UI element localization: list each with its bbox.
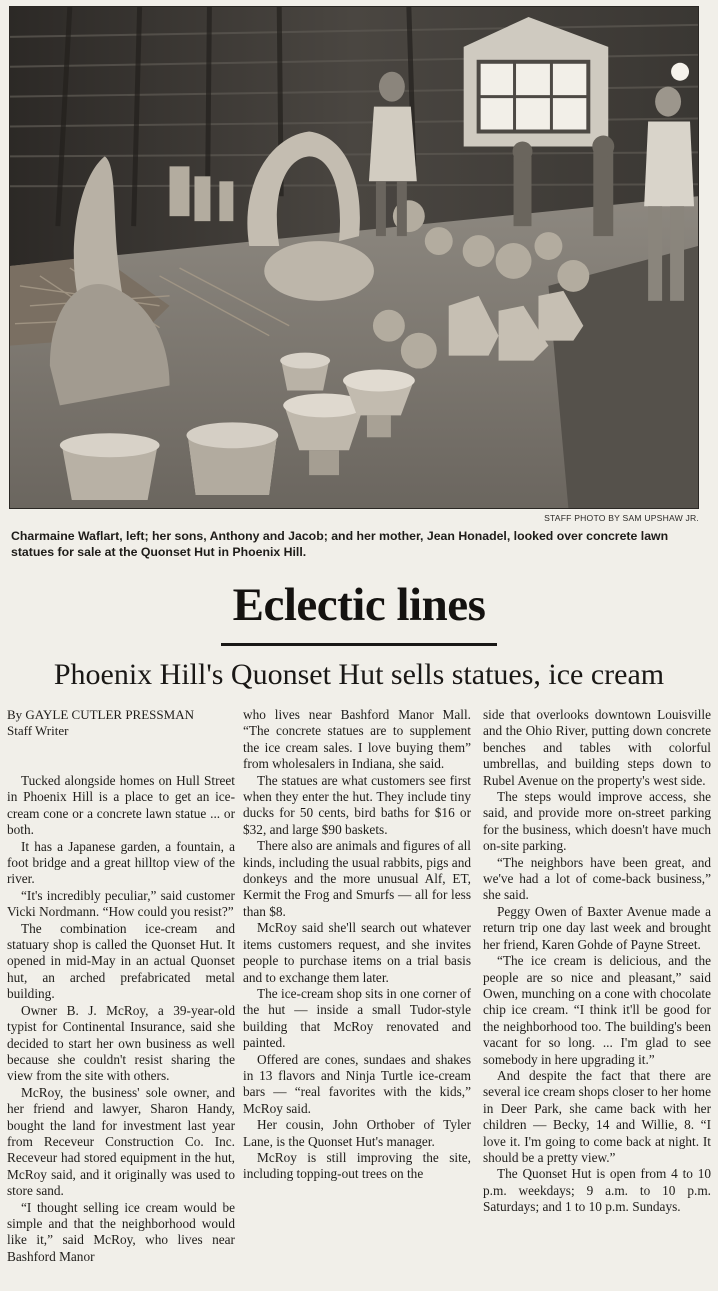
article-column-2	[243, 707, 471, 1291]
paragraph: Her cousin, John Orthober of Tyler Lane, is the Quonset Hut's manager.	[243, 1117, 471, 1149]
paragraph: McRoy said she'll search out whatever items customers request, and she invites people to purchase items on a trial basis and to exchange them later.	[243, 920, 471, 985]
article-column-3	[483, 707, 711, 1291]
paragraph: The steps would improve access, she said, and provide more on-street parking for the business, which doesn't have much on-site parking.	[483, 789, 711, 854]
statue-shop-photo	[10, 7, 698, 508]
news-photo	[9, 6, 699, 509]
headline: Eclectic lines	[232, 579, 486, 631]
photo-credit: STAFF PHOTO BY SAM UPSHAW JR.	[544, 513, 699, 523]
paragraph: “I thought selling ice cream would be simple and that the neighborhood would like it,” said McRoy, who lives near Bashford Manor	[7, 1199, 235, 1264]
subheadline: Phoenix Hill's Quonset Hut sells statues, ice cream	[53, 658, 665, 691]
paragraph: McRoy, the business' sole owner, and her friend and lawyer, Sharon Handy, bought the land for investment last year from Receveur Construction Co. Inc. Receveur had stored equipment in the hut, McRoy said, and it originally was used to store sand.	[7, 1084, 235, 1199]
paragraph: There also are animals and figures of all kinds, including the usual rabbits, pigs and donkeys and the more unusual Alf, ET, Kermit the Frog and Smurfs — all for less than $8.	[243, 838, 471, 919]
paragraph: Peggy Owen of Baxter Avenue made a return trip one day last week and brought her friend, Karen Gohde of Payne Street.	[483, 903, 711, 952]
paragraph: The ice-cream shop sits in one corner of the hut — inside a small Tudor-style building that McRoy renovated and painted.	[243, 985, 471, 1051]
paragraph: Owner B. J. McRoy, a 39-year-old typist for Continental Insurance, said she decided to start her own business as well because she couldn't resist sharing the view from the site with others.	[7, 1002, 235, 1084]
paragraph: who lives near Bashford Manor Mall. “The concrete statues are to supplement the ice cream sales. I love buying them” from wholesalers in Indiana, she said.	[243, 707, 471, 772]
paragraph: And despite the fact that there are several ice cream shops closer to her home in Deer Park, she came back with her children — Becky, 14 and Willie, 8. “I love it. I'm going to come back at night. It should be a pretty view.”	[483, 1067, 711, 1165]
byline-role: Staff Writer	[7, 723, 69, 738]
photo-caption: Charmaine Waflart, left; her sons, Anthony and Jacob; and her mother, Jean Honadel, looked over concrete lawn statues for sale at the Quonset Hut in Phoenix Hill.	[11, 529, 669, 559]
paragraph: It has a Japanese garden, a fountain, a foot bridge and a great hilltop view of the river.	[7, 838, 235, 887]
paragraph: “It's incredibly peculiar,” said customer Vicki Nordmann. “How could you resist?”	[7, 887, 235, 920]
byline-author: By GAYLE CUTLER PRESSMAN	[7, 707, 194, 722]
paragraph: McRoy is still improving the site, including topping-out trees on the	[243, 1149, 471, 1182]
paragraph: Tucked alongside homes on Hull Street in Phoenix Hill is a place to get an ice-cream cone or a concrete lawn statue ... or both.	[7, 773, 235, 838]
paragraph: “The neighbors have been great, and we've had a lot of come-back business,” she said.	[483, 854, 711, 903]
article-column-1	[7, 707, 235, 1291]
paragraph: “The ice cream is delicious, and the people are so nice and pleasant,” said Owen, munching on a cone with chocolate chip ice cream. “I think it'll be good for the neighborhood too. The building's been vacant for so long. ... I'm glad to see somebody in here upgrading it.”	[483, 953, 711, 1067]
paragraph: side that overlooks downtown Louisville and the Ohio River, putting down concrete benches and tables with colorful umbrellas, and building steps down to Rubel Avenue on the property's west side.	[483, 707, 711, 788]
paragraph: The Quonset Hut is open from 4 to 10 p.m. weekdays; 9 a.m. to 10 p.m. Saturdays; and 1 to 10 p.m. Sundays.	[483, 1166, 711, 1215]
paragraph: Offered are cones, sundaes and shakes in 13 flavors and Ninja Turtle ice-cream bars — “real favorites with the kids,” McRoy said.	[243, 1051, 471, 1116]
paragraph: The statues are what customers see first when they enter the hut. They include tiny ducks for 50 cents, bird baths for $16 or $32, and large $90 baskets.	[243, 772, 471, 837]
headline-rule	[221, 643, 497, 646]
paragraph: The combination ice-cream and statuary shop is called the Quonset Hut. It opened in mid-May in an actual Quonset hut, an arched prefabricated metal building.	[7, 920, 235, 1002]
byline	[7, 707, 235, 739]
